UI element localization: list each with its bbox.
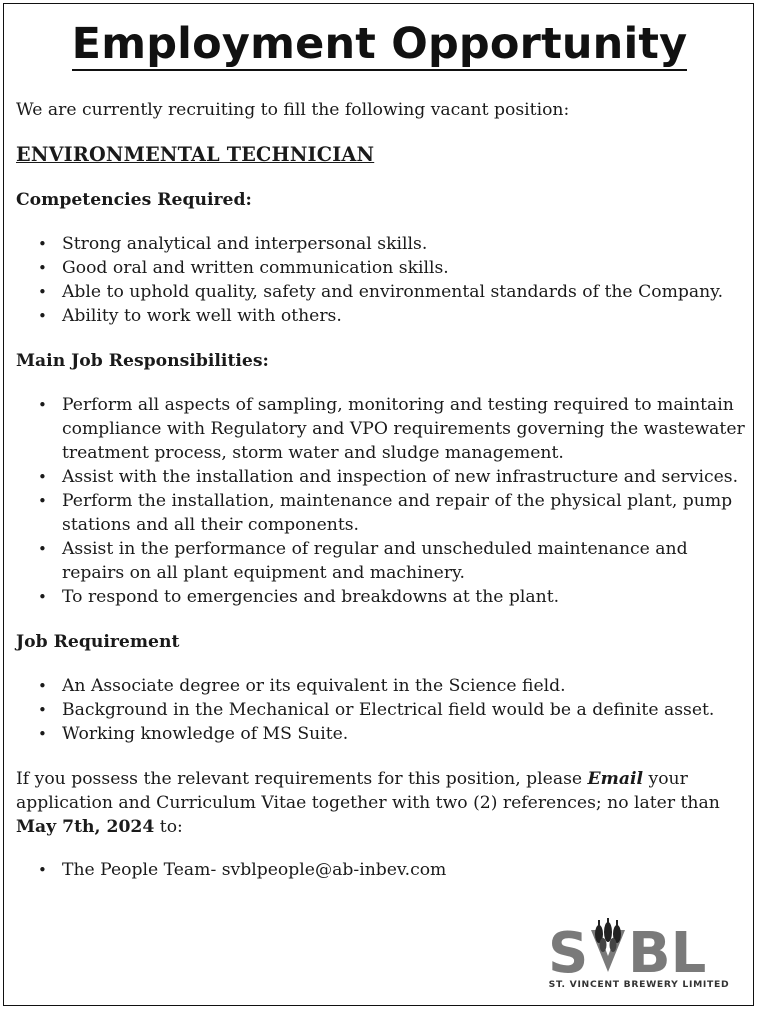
deadline-date: May 7th, 2024 xyxy=(16,817,155,837)
list-item: • Good oral and written communication skills. xyxy=(16,256,746,280)
email-emphasis: Email xyxy=(587,769,644,789)
responsibilities-heading: Main Job Responsibilities: xyxy=(16,351,269,371)
barley-emblem-icon xyxy=(591,918,625,972)
application-instructions xyxy=(16,767,746,839)
contact-list xyxy=(16,858,746,882)
list-item: • Background in the Mechanical or Electrical field would be a definite asset. xyxy=(16,698,746,722)
apply-text-3: to: xyxy=(154,817,183,837)
competencies-heading: Competencies Required: xyxy=(16,190,252,210)
apply-text-2: your application and Curriculum Vitae together with two (2) references; no later than xyxy=(16,769,720,813)
requirements-heading: Job Requirement xyxy=(16,632,180,652)
logo-letters-bl: BL xyxy=(628,921,707,974)
list-item: • Assist in the performance of regular and unscheduled maintenance and repairs on all plant equipment and machinery. xyxy=(16,537,746,585)
list-item: • Perform the installation, maintenance and repair of the physical plant, pump stations and all their components. xyxy=(16,489,746,537)
list-item: • Able to uphold quality, safety and environmental standards of the Company. xyxy=(16,280,746,304)
title-text: Employment Opportunity xyxy=(71,19,688,69)
intro-text: We are currently recruiting to fill the following vacant position: xyxy=(16,100,570,120)
list-item: • An Associate degree or its equivalent in the Science field. xyxy=(16,674,746,698)
list-item: • Perform all aspects of sampling, monitoring and testing required to maintain compliance with Regulatory and VPO requirements governing the wastewater treatment process, storm water and sludge management. xyxy=(16,393,746,465)
apply-text-1: If you possess the relevant requirements for this position, please xyxy=(16,769,588,789)
job-posting-body xyxy=(16,98,746,895)
competencies-list xyxy=(16,232,746,328)
responsibilities-list xyxy=(16,393,746,609)
company-name: ST. VINCENT BREWERY LIMITED xyxy=(548,979,730,990)
position-title: ENVIRONMENTAL TECHNICIAN xyxy=(16,143,375,166)
requirements-list xyxy=(16,674,746,746)
list-item: • To respond to emergencies and breakdowns at the plant. xyxy=(16,585,746,609)
contact-email: • The People Team- svblpeople@ab-inbev.com xyxy=(16,858,746,882)
list-item: • Working knowledge of MS Suite. xyxy=(16,722,746,746)
svbl-logo xyxy=(548,914,730,994)
page-title xyxy=(0,16,759,72)
svbl-wordmark-graphic xyxy=(548,914,730,974)
logo-letter-s: S xyxy=(548,921,589,974)
list-item: • Assist with the installation and inspection of new infrastructure and services. xyxy=(16,465,746,489)
list-item: • Strong analytical and interpersonal skills. xyxy=(16,232,746,256)
list-item: • Ability to work well with others. xyxy=(16,304,746,328)
